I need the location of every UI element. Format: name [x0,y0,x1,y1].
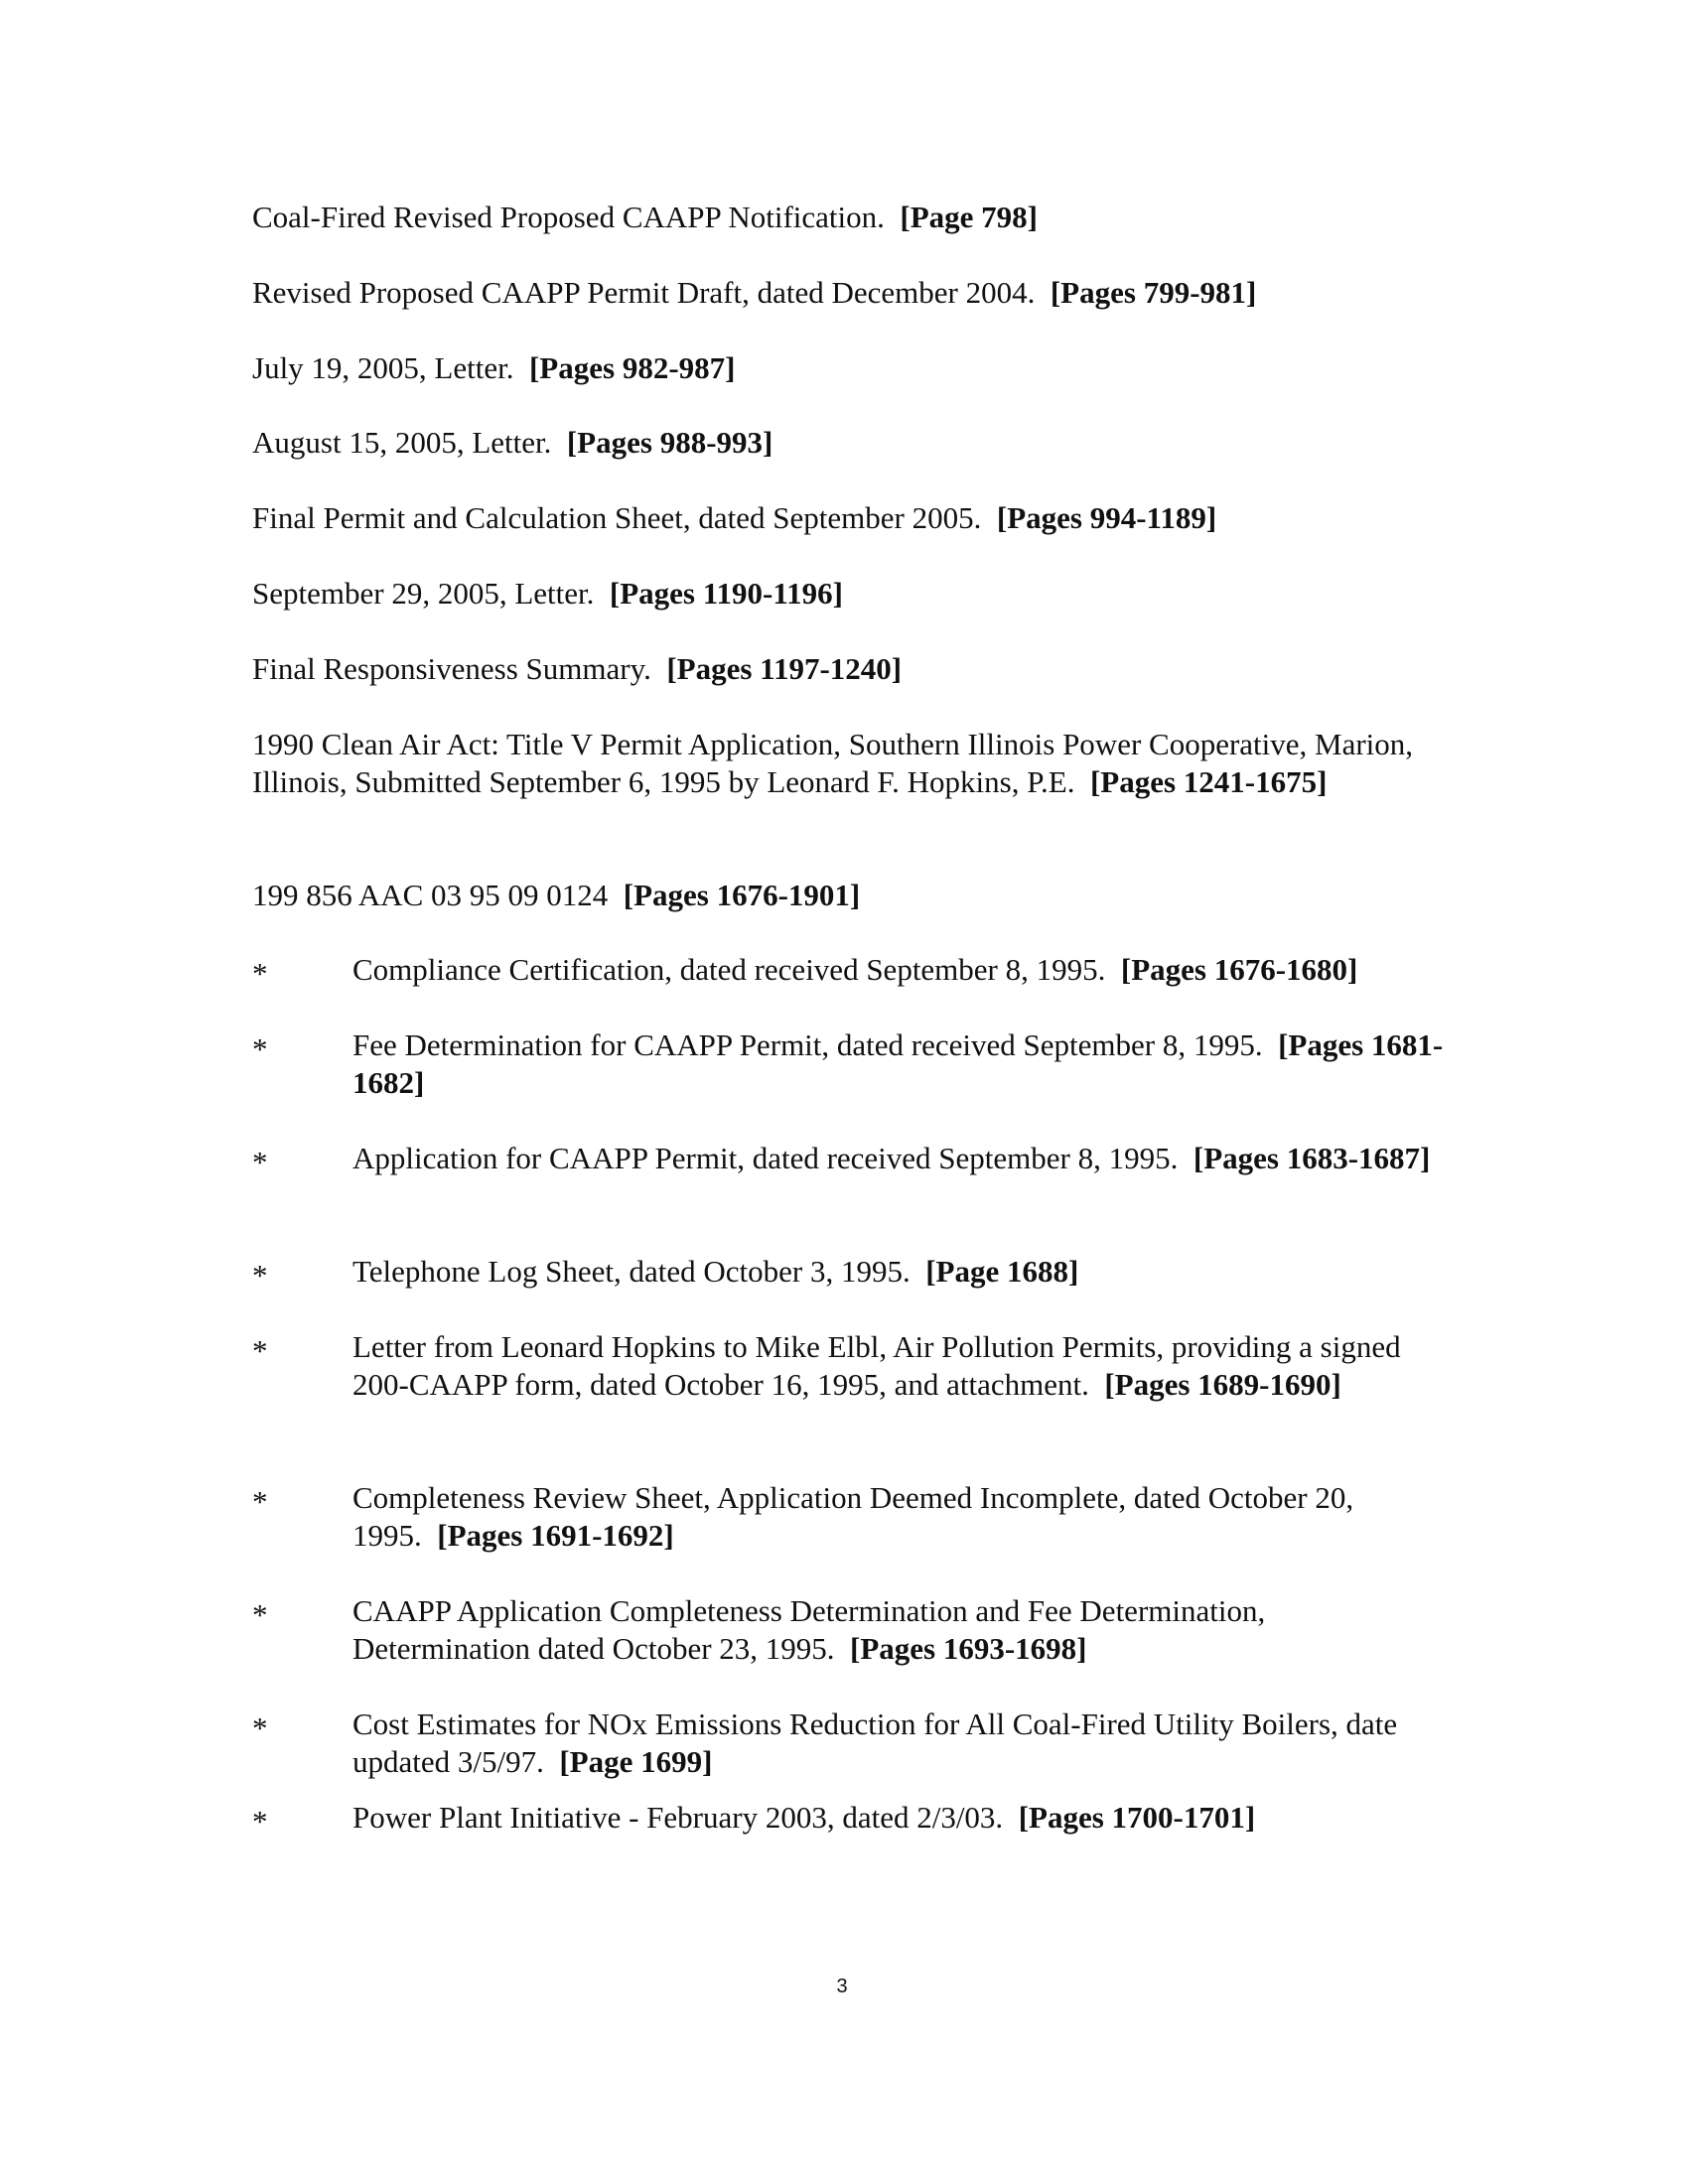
bullet-text [352,1479,1445,1555]
entry-text: Compliance Certification, dated received September 8, 1995. [352,952,1106,987]
bullet-marker: * [252,1804,268,1839]
page-reference: [Page 1699] [559,1744,713,1779]
bullet-marker: * [252,1031,268,1066]
bullet-marker: * [252,1145,268,1179]
page-reference: [Pages 1241-1675] [1089,764,1328,799]
page-reference: [Pages 799-981] [1050,275,1257,310]
bullet-text [352,951,1445,989]
page-reference: [Pages 1190-1196] [609,576,843,611]
page-reference: [Pages 1676-1680] [1120,952,1358,987]
bullet-marker: * [252,1258,268,1293]
list-item [252,877,1444,914]
page-reference: [Page 798] [900,200,1038,234]
bullet-text [352,1706,1445,1781]
bullet-text [352,1026,1445,1102]
list-item [252,199,1444,236]
page-reference: [Page 1688] [925,1254,1079,1289]
page-reference: [Pages 1676-1901] [623,878,861,912]
entry-text: Power Plant Initiative - February 2003, dated 2/3/03. [352,1800,1004,1835]
page-reference: [Pages 1689-1690] [1104,1367,1341,1402]
bullet-text [352,1799,1445,1837]
list-item [252,726,1444,801]
bullet-marker: * [252,1597,268,1632]
page-reference: [Pages 1197-1240] [666,651,903,686]
entry-text: August 15, 2005, Letter. [252,425,552,460]
entry-text: Coal-Fired Revised Proposed CAAPP Notification. [252,200,885,234]
page-reference: [Pages 982-987] [528,350,736,385]
entry-text: Letter from Leonard Hopkins to Mike Elbl, Air Pollution Permits, providing a signed 200-CAAPP form, dated October 16, 1995, and attachment. [352,1329,1401,1402]
page-reference: [Pages 1691-1692] [437,1518,674,1553]
list-item [252,424,1444,462]
entry-text: 1990 Clean Air Act: Title V Permit Application, Southern Illinois Power Cooperative, Marion, Illinois, Submitted September 6, 1995 by Leonard F. Hopkins, P.E. [252,727,1414,799]
entry-text: Completeness Review Sheet, Application Deemed Incomplete, dated October 20, 1995. [352,1480,1354,1553]
bullet-text [352,1253,1445,1291]
entry-text: CAAPP Application Completeness Determination and Fee Determination, Determination dated October 23, 1995. [352,1593,1266,1666]
entry-text: Revised Proposed CAAPP Permit Draft, dated December 2004. [252,275,1036,310]
bullet-text [352,1140,1445,1177]
bullet-marker: * [252,1484,268,1519]
list-item [252,650,1444,688]
bullet-text [352,1592,1445,1668]
entry-text: Application for CAAPP Permit, dated received September 8, 1995. [352,1141,1179,1175]
entry-text: Cost Estimates for NOx Emissions Reduction for All Coal-Fired Utility Boilers, date updated 3/5/97. [352,1706,1398,1779]
list-item [252,499,1444,537]
list-item [252,274,1444,312]
list-item [252,349,1444,387]
page-number: 3 [836,1976,848,1997]
entry-text: Telephone Log Sheet, dated October 3, 1995. [352,1254,911,1289]
page-reference: [Pages 1681-1682] [352,1027,1444,1100]
entry-text: Fee Determination for CAAPP Permit, dated received September 8, 1995. [352,1027,1263,1062]
bullet-marker: * [252,956,268,991]
page-reference: [Pages 1700-1701] [1018,1800,1256,1835]
page-reference: [Pages 1693-1698] [850,1631,1087,1666]
entry-text: September 29, 2005, Letter. [252,576,595,611]
entry-text: 199 856 AAC 03 95 09 0124 [252,878,609,912]
page-reference: [Pages 988-993] [566,425,773,460]
entry-text: Final Responsiveness Summary. [252,651,651,686]
entry-text: Final Permit and Calculation Sheet, dated September 2005. [252,500,982,535]
entry-text: July 19, 2005, Letter. [252,350,514,385]
page-reference: [Pages 994-1189] [996,500,1217,535]
list-item [252,575,1444,613]
page-reference: [Pages 1683-1687] [1193,1141,1431,1175]
bullet-text [352,1328,1445,1404]
bullet-marker: * [252,1333,268,1368]
bullet-marker: * [252,1710,268,1745]
